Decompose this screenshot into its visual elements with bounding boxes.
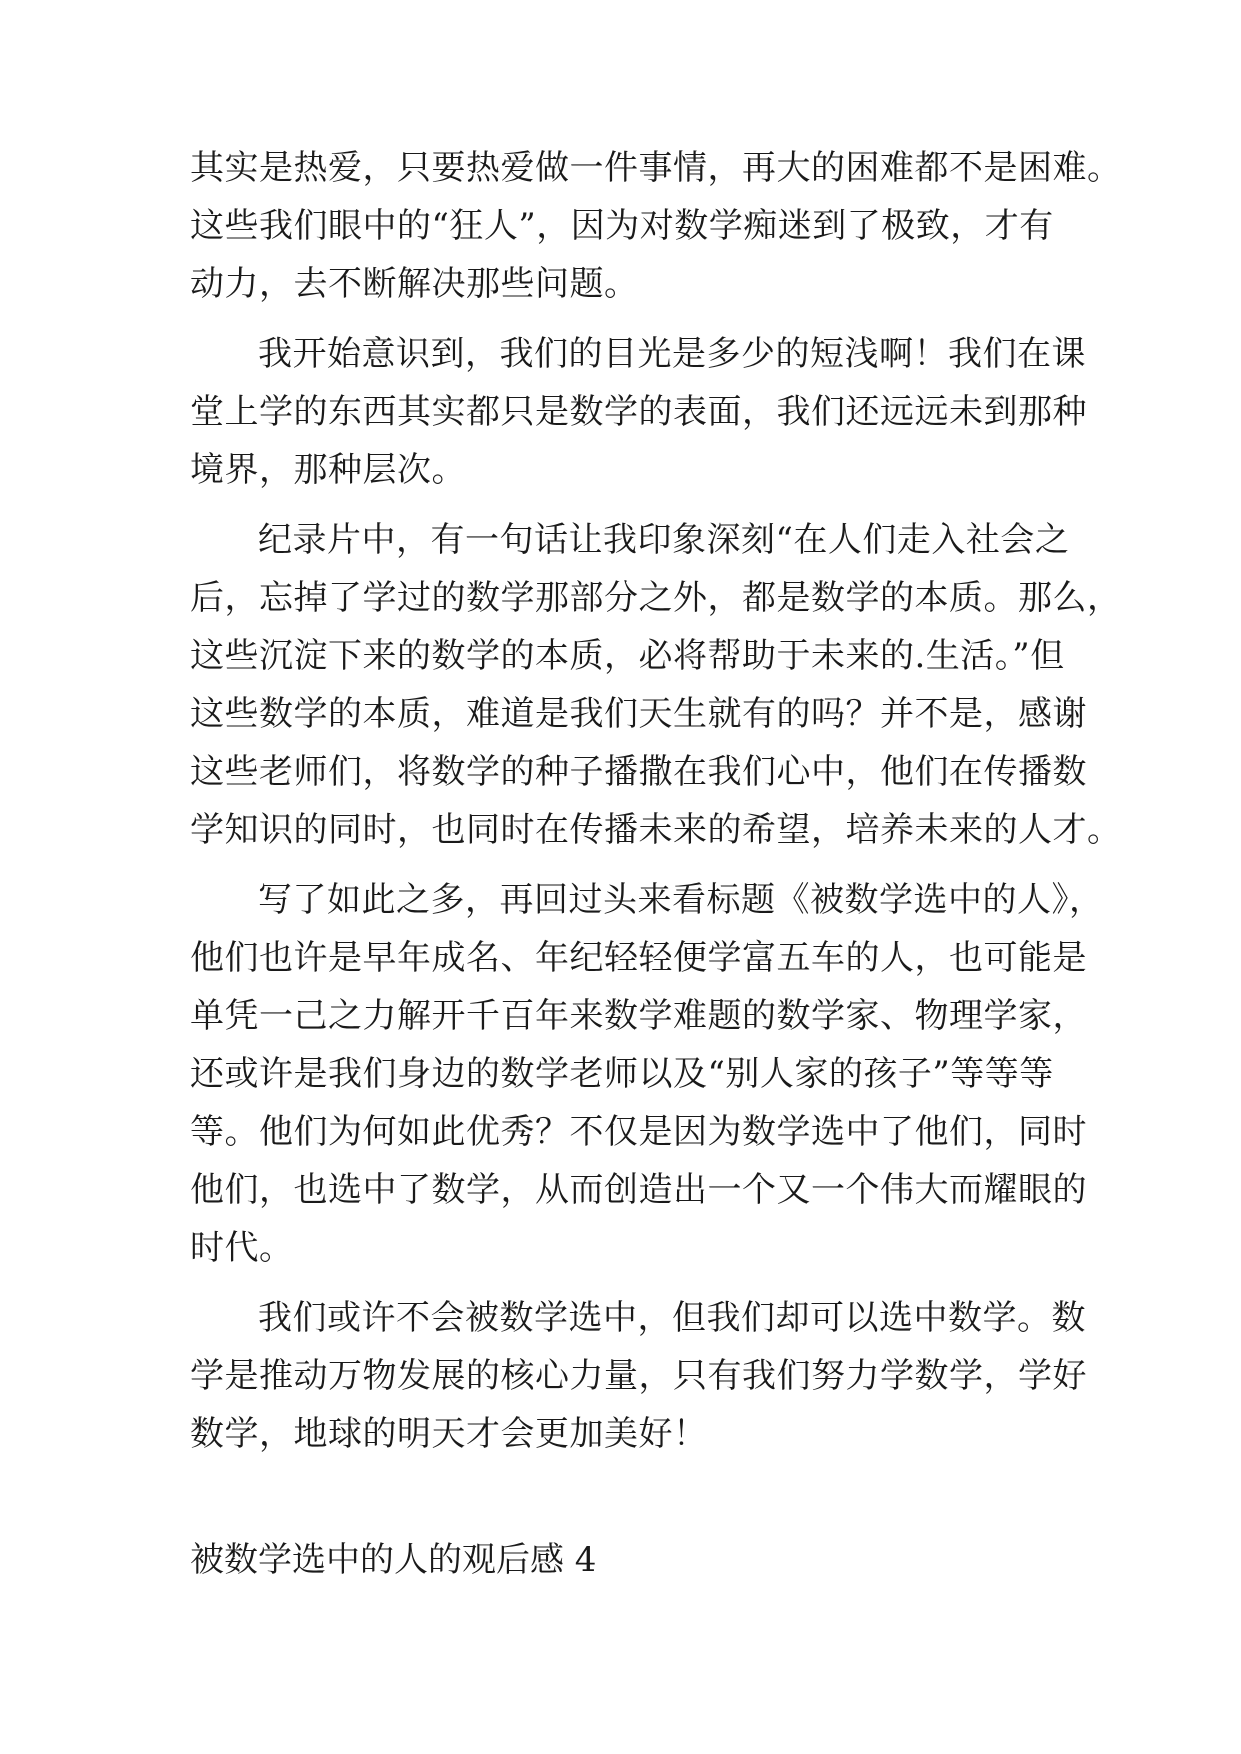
text-line: 他们也许是早年成名、年纪轻轻便学富五车的人，也可能是 (190, 938, 1087, 978)
text-line: 还或许是我们身边的数学老师以及“别人家的孩子”等等等 (190, 1054, 1054, 1094)
paragraph-first-line: 写了如此之多，再回过头来看标题《被数学选中的人》， (258, 880, 1104, 920)
text-line: 其实是热爱，只要热爱做一件事情，再大的困难都不是困难。 (190, 148, 1122, 188)
text-line: 这些沉淀下来的数学的本质，必将帮助于未来的.生活。”但 (190, 636, 1065, 676)
text-line: 这些老师们，将数学的种子播撒在我们心中，他们在传播数 (190, 752, 1087, 792)
text-line: 数学，地球的明天才会更加美好！ (190, 1414, 708, 1454)
text-line: 这些数学的本质，难道是我们天生就有的吗？并不是，感谢 (190, 694, 1087, 734)
paragraph-first-line: 我开始意识到，我们的目光是多少的短浅啊！我们在课 (258, 334, 1086, 374)
paragraph-first-line: 纪录片中，有一句话让我印象深刻“在人们走入社会之 (258, 520, 1070, 560)
text-line: 动力，去不断解决那些问题。 (190, 264, 639, 304)
text-line: 学是推动万物发展的核心力量，只有我们努力学数学，学好 (190, 1356, 1087, 1396)
paragraph-first-line: 我们或许不会被数学选中，但我们却可以选中数学。数 (258, 1298, 1086, 1338)
text-line: 学知识的同时，也同时在传播未来的希望，培养未来的人才。 (190, 810, 1122, 850)
text-line: 他们，也选中了数学，从而创造出一个又一个伟大而耀眼的 (190, 1170, 1087, 1210)
text-line: 后，忘掉了学过的数学那部分之外，都是数学的本质。那么， (190, 578, 1122, 618)
section-heading: 被数学选中的人的观后感 4 (190, 1540, 597, 1580)
text-line: 这些我们眼中的“狂人”，因为对数学痴迷到了极致，才有 (190, 206, 1054, 246)
text-line: 境界，那种层次。 (190, 450, 466, 490)
text-line: 堂上学的东西其实都只是数学的表面，我们还远远未到那种 (190, 392, 1087, 432)
text-line: 时代。 (190, 1228, 294, 1268)
text-line: 单凭一己之力解开千百年来数学难题的数学家、物理学家， (190, 996, 1087, 1036)
text-line: 等。他们为何如此优秀？不仅是因为数学选中了他们，同时 (190, 1112, 1087, 1152)
